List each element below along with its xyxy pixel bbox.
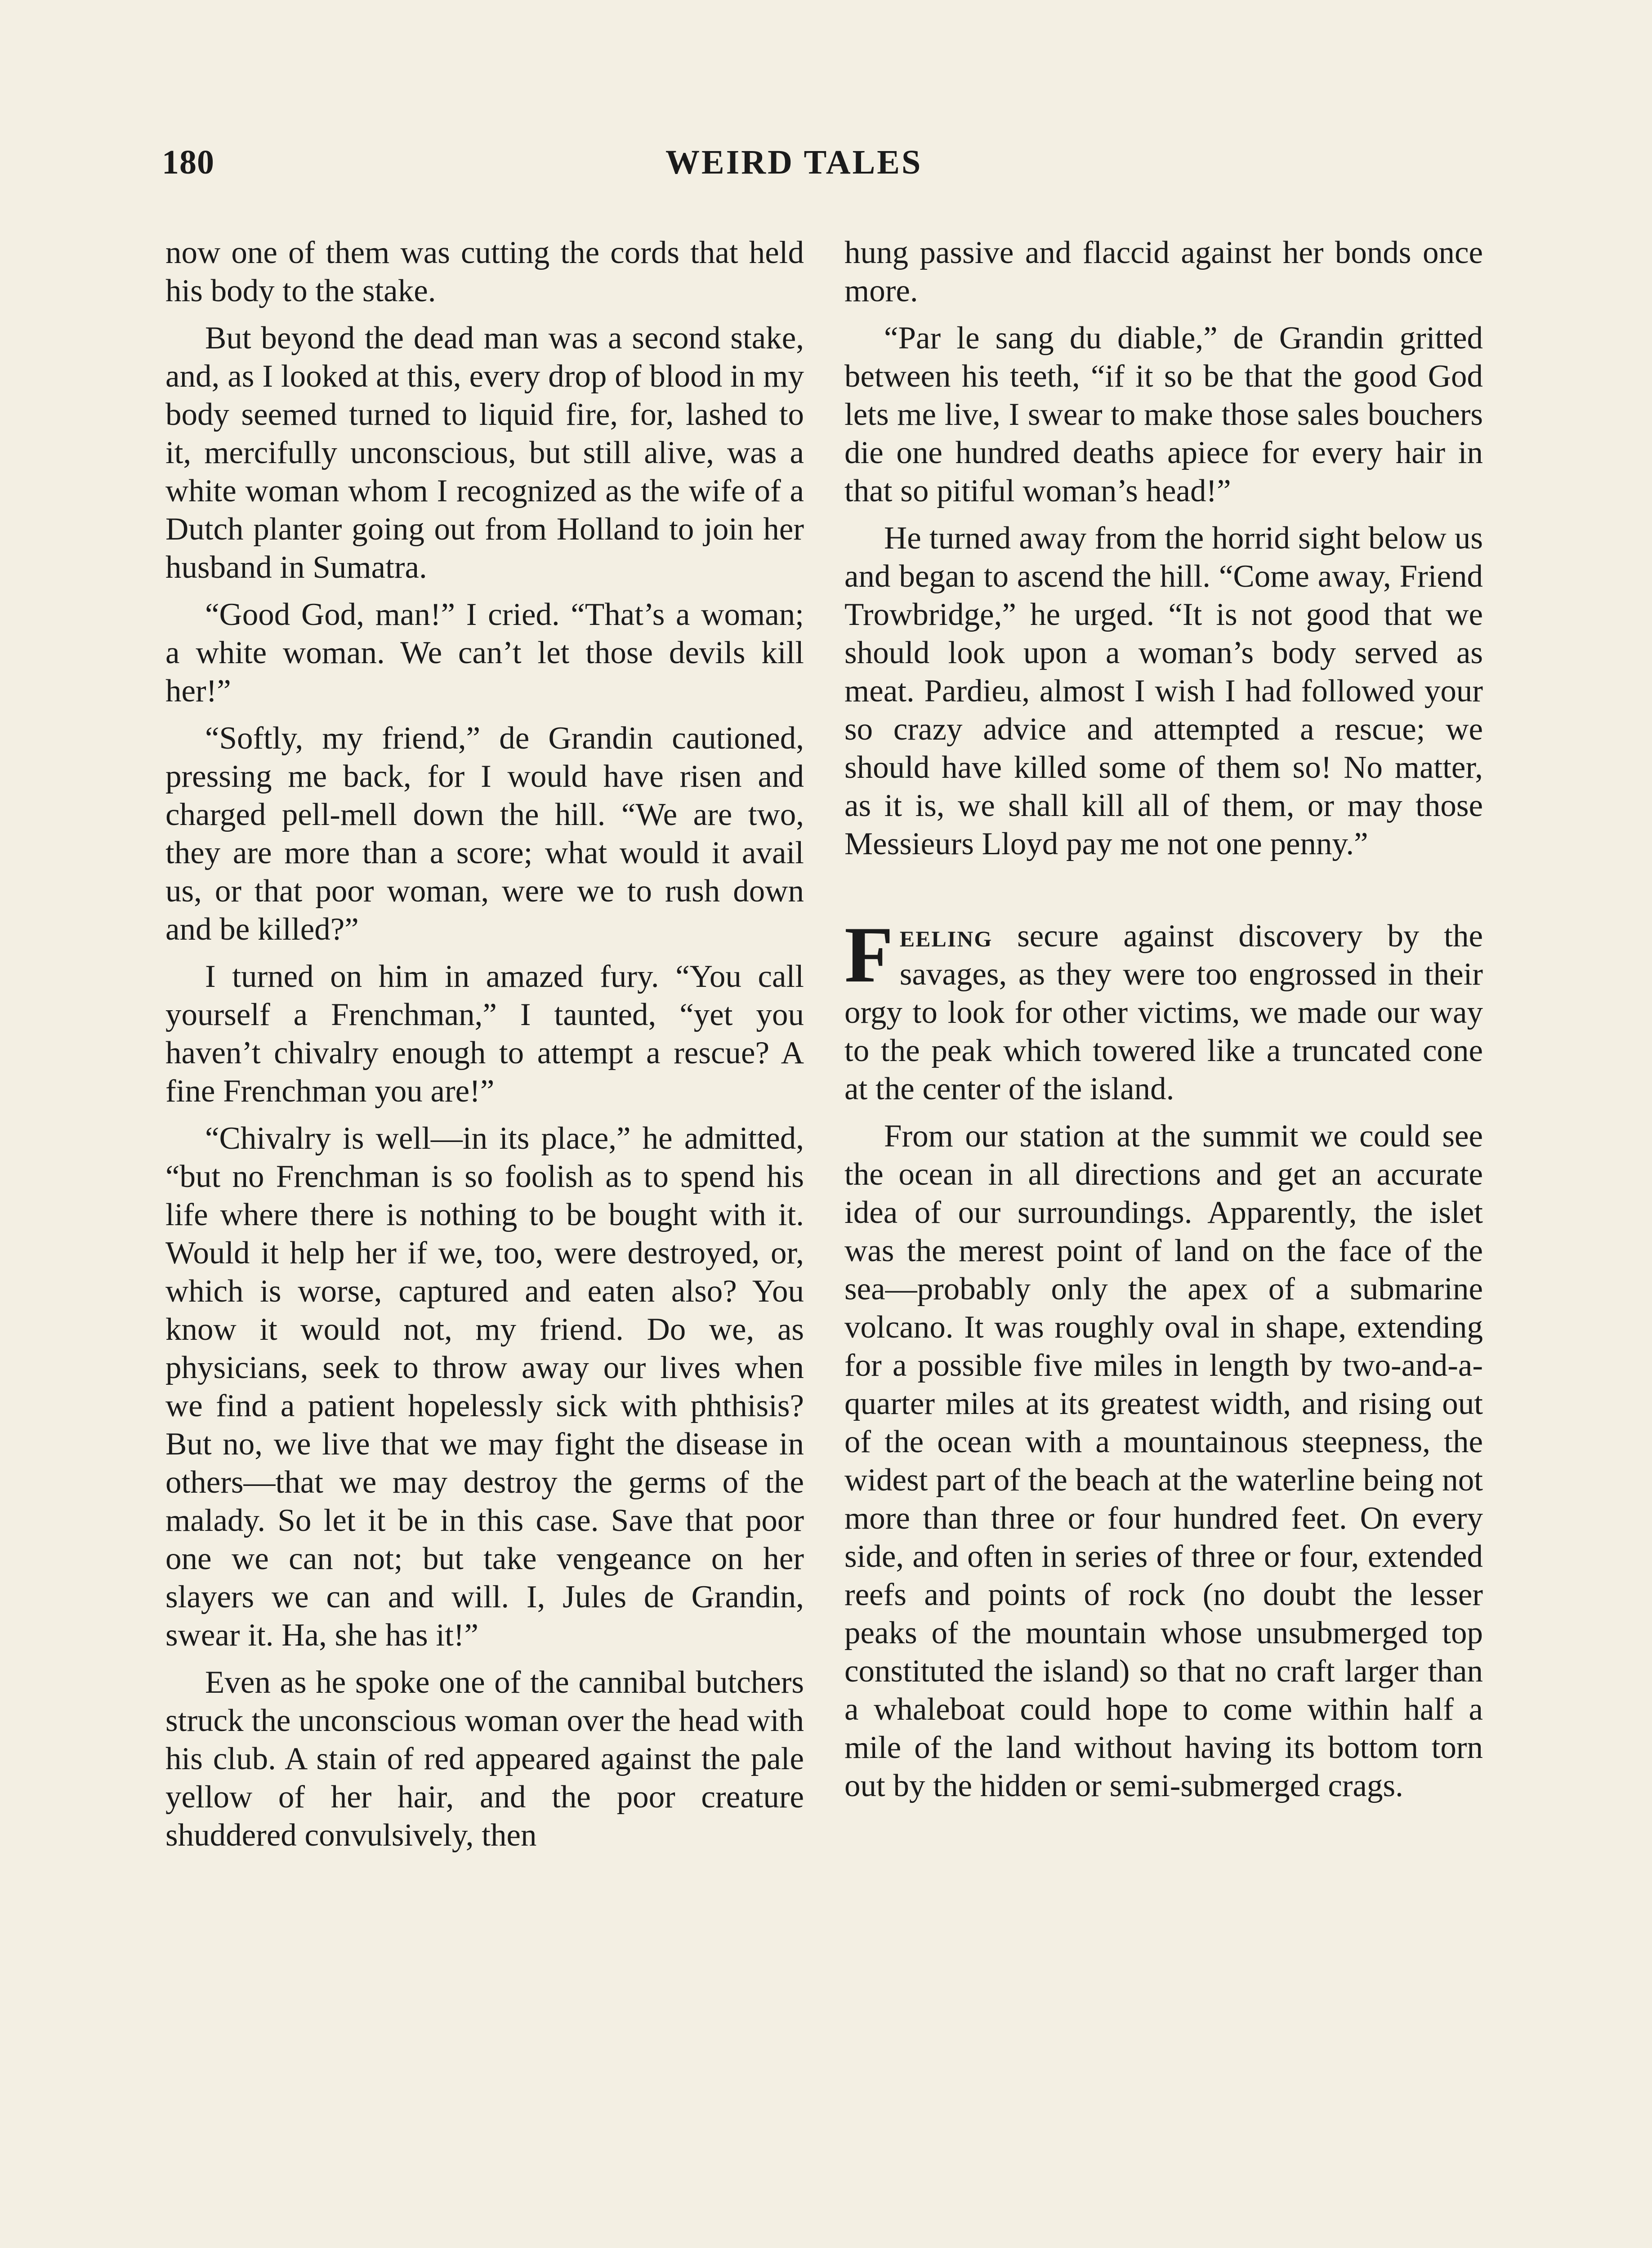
drop-cap: F: [844, 910, 893, 999]
left-column: [165, 234, 804, 1864]
paragraph-text: secure against discovery by the savages, as they were too engrossed in their orgy to look for other victims, we made our way to the peak which towered like a truncated cone at the center of the island.: [844, 919, 1483, 1106]
paragraph: now one of them was cutting the cords that held his body to the stake.: [165, 235, 804, 308]
paragraph: “Softly, my friend,” de Grandin cautioned, pressing me back, for I would have risen and charged pell-mell down the hill. “We are two, they are more than a score; what would it avail us, or that poor woman, were we to rush down and be killed?”: [165, 721, 804, 947]
section-opening-paragraph: [844, 910, 1483, 1108]
paragraph: But beyond the dead man was a second stake, and, as I looked at this, every drop of blood in my body seemed turned to liquid fire, for, lashed to it, mercifully unconscious, but still alive, was a white woman whom I recognized as the wife of a Dutch planter going out from Holland to join her husband in Sumatra.: [165, 321, 804, 585]
running-head: WEIRD TALES: [665, 143, 923, 181]
paragraph: “Par le sang du diable,” de Grandin gritted between his teeth, “if it so be that the good God lets me live, I swear to make those sales bouchers die one hundred deaths apiece for every hair in that so pitiful woman’s head!”: [844, 321, 1483, 508]
paragraph: I turned on him in amazed fury. “You call yourself a Frenchman,” I taunted, “yet you haven’t chivalry enough to attempt a rescue? A fine Frenchman you are!”: [165, 959, 804, 1109]
paragraph: “Good God, man!” I cried. “That’s a woman; a white woman. We can’t let those devils kill her!”: [165, 597, 804, 709]
paragraph: “Chivalry is well—in its place,” he admitted, “but no Frenchman is so foolish as to spend his life where there is nothing to be bought with it. Would it help her if we, too, were destroyed, or, which is worse, captured and eaten also? You know it would not, my friend. Do we, as physicians, seek to throw away our lives when we find a patient hopelessly sick with phthisis? But no, we live that we may fight the disease in others—that we may destroy the germs of the malady. So let it be in this case. Save that poor one we can not; but take vengeance on her slayers we can and will. I, Jules de Grandin, swear it. Ha, she has it!”: [165, 1121, 804, 1653]
small-caps-lead: eeling: [899, 919, 993, 954]
paragraph: From our station at the summit we could see the ocean in all directions and get an accurate idea of our surroundings. Apparently, the islet was the merest point of land on the face of the sea—probably only the apex of a submarine volcano. It was roughly oval in shape, extending for a possible five miles in length by two-and-a-quarter miles at its greatest width, and rising out of the ocean with a mountainous steepness, the widest part of the beach at the waterline being not more than three or four hundred feet. On every side, and often in series of three or four, extended reefs and points of rock (no doubt the lesser peaks of the mountain whose unsubmerged top constituted the island) so that no craft larger than a whaleboat could hope to come within half a mile of the land without having its bottom torn out by the hidden or semi-submerged crags.: [844, 1119, 1483, 1803]
page-number: 180: [162, 143, 214, 181]
paragraph: Even as he spoke one of the cannibal butchers struck the unconscious woman over the head with his club. A stain of red appeared against the pale yellow of her hair, and the poor creature shuddered convulsively, then: [165, 1665, 804, 1853]
paragraph: hung passive and flaccid against her bonds once more.: [844, 235, 1483, 308]
right-column: [844, 234, 1483, 1814]
paragraph: He turned away from the horrid sight below us and began to ascend the hill. “Come away, Friend Trowbridge,” he urged. “It is not good that we should look upon a woman’s body served as meat. Pardieu, almost I wish I had followed your so crazy advice and attempted a rescue; we should have killed some of them so! No matter, as it is, we shall kill all of them, or may those Messieurs Lloyd pay me not one penny.”: [844, 521, 1483, 861]
